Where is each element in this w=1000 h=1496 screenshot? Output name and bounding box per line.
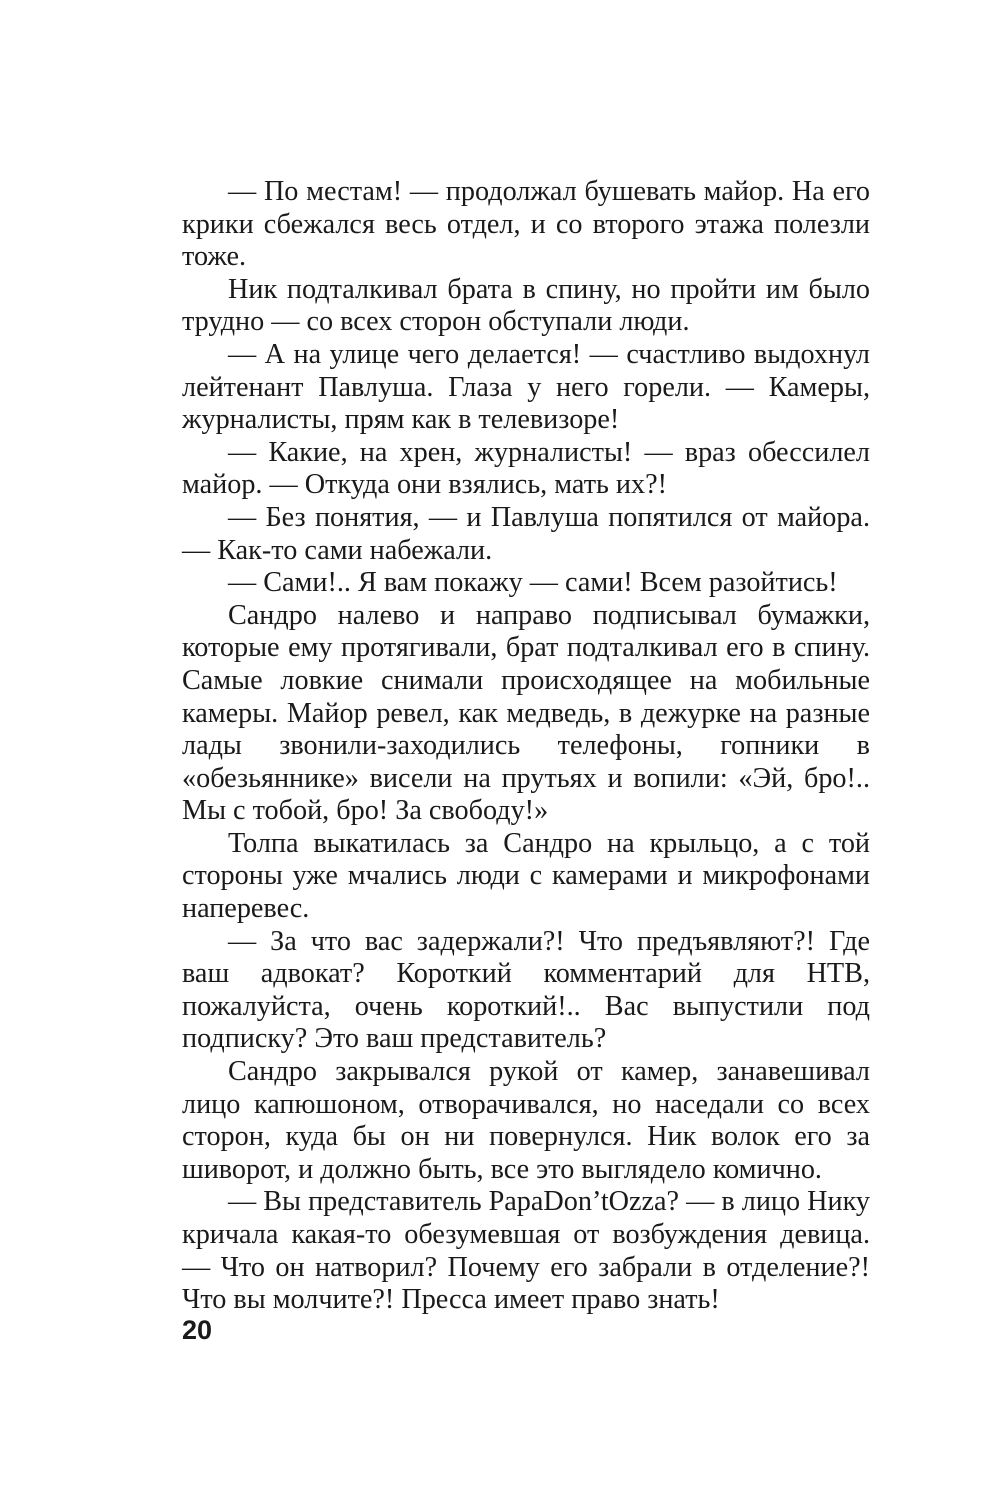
body-text xyxy=(182,176,870,1317)
paragraph: Сандро закрывался рукой от камер, занавешивал лицо капюшоном, отворачивался, но наседали со всех сторон, куда бы он ни повернулся. Ник волок его за шиворот, и должно быть, все это выглядело комично. xyxy=(182,1056,870,1185)
paragraph: — Вы представитель PapaDon’tOzza? — в лицо Нику кричала какая-то обезумевшая от возбуждения девица. — Что он натворил? Почему его забрали в отделение?! Что вы молчите?! Пресса имеет право знать! xyxy=(182,1186,870,1316)
page-number: 20 xyxy=(182,1315,213,1345)
paragraph: — Без понятия, — и Павлуша попятился от майора. — Как-то сами набежали. xyxy=(182,501,870,566)
paragraph: — Какие, на хрен, журналисты! — враз обессилел майор. — Откуда они взялись, мать их?! xyxy=(182,436,870,501)
paragraph: Сандро налево и направо подписывал бумажки, которые ему протягивали, брат подталкивал его в спину. Самые ловкие снимали происходящее на мобильные камеры. Майор ревел, как медведь, в дежурке на разные лады звонили-заходились телефоны, гопники в «обезьяннике» висели на прутьях и вопили: «Эй, бро!.. Мы с тобой, бро! За свободу!» xyxy=(182,599,870,827)
paragraph: — А на улице чего делается! — счастливо выдохнул лейтенант Павлуша. Глаза у него горели. — Камеры, журналисты, прям как в телевизоре! xyxy=(182,338,870,436)
paragraph: Толпа выкатилась за Сандро на крыльцо, а с той стороны уже мчались люди с камерами и микрофонами наперевес. xyxy=(182,827,870,925)
paragraph: — За что вас задержали?! Что предъявляют?! Где ваш адвокат? Короткий комментарий для НТВ, пожалуйста, очень короткий!.. Вас выпустили под подписку? Это ваш представитель? xyxy=(182,925,870,1055)
paragraph: — Сами!.. Я вам покажу — сами! Всем разойтись! xyxy=(228,567,838,599)
paragraph: Ник подталкивал брата в спину, но пройти им было трудно — со всех сторон обступали люди. xyxy=(182,273,870,338)
paragraph: — По местам! — продолжал бушевать майор. На его крики сбежался весь отдел, и со второго этажа полезли тоже. xyxy=(182,176,870,273)
